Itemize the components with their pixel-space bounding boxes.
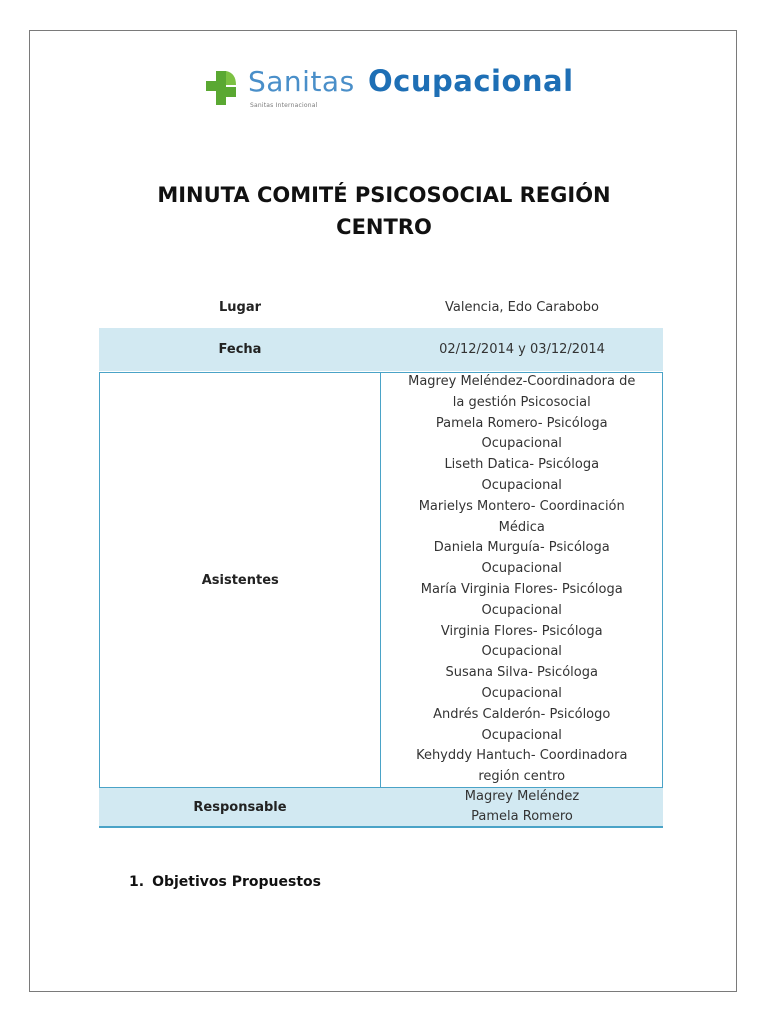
asistentes-line: Pamela Romero- Psicóloga (435, 415, 608, 431)
document-page (29, 30, 737, 992)
responsable-value (381, 788, 663, 826)
asistentes-line: región centro (478, 769, 566, 785)
lugar-value: Valencia, Edo Carabobo (444, 300, 599, 315)
asistentes-line: Ocupacional (481, 561, 562, 577)
table-row-asistentes (99, 372, 663, 788)
logo-subtitle: Sanitas Internacional (250, 102, 318, 109)
asistentes-line: la gestión Psicosocial (452, 394, 591, 410)
section-number: 1. (129, 874, 145, 890)
asistentes-line: Daniela Murguía- Psicóloga (433, 540, 610, 556)
responsable-line: Magrey Meléndez (464, 789, 580, 804)
asistentes-line: Susana Silva- Psicóloga (445, 665, 598, 681)
asistentes-line: Ocupacional (481, 727, 562, 743)
responsable-line: Pamela Romero (471, 809, 573, 824)
asistentes-line: Ocupacional (481, 436, 562, 452)
asistentes-line: Médica (498, 519, 545, 535)
asistentes-line: Magrey Meléndez-Coordinadora de (408, 374, 636, 390)
page-title-line-2: CENTRO (336, 215, 432, 239)
section-heading-objetivos (129, 874, 321, 890)
fecha-value: 02/12/2014 y 03/12/2014 (439, 342, 605, 357)
asistentes-line: Virginia Flores- Psicóloga (440, 623, 603, 639)
asistentes-line: Marielys Montero- Coordinación (418, 498, 625, 514)
page-title-line-1: MINUTA COMITÉ PSICOSOCIAL REGIÓN (157, 183, 611, 207)
asistentes-line: Ocupacional (481, 478, 562, 494)
fecha-label: Fecha (218, 342, 262, 357)
table-row-responsable (99, 788, 663, 828)
sanitas-ocupacional-logo (202, 64, 574, 117)
section-title: Objetivos Propuestos (152, 874, 321, 890)
responsable-label: Responsable (193, 799, 287, 815)
asistentes-line: Andrés Calderón- Psicólogo (433, 706, 611, 722)
asistentes-line: María Virginia Flores- Psicóloga (420, 582, 623, 597)
sanitas-cross-icon (202, 69, 240, 107)
logo-name-bold: Ocupacional (368, 64, 574, 98)
page-title (110, 179, 658, 243)
asistentes-line: Ocupacional (481, 685, 562, 701)
asistentes-line: Ocupacional (481, 602, 562, 618)
asistentes-line: Kehyddy Hantuch- Coordinadora (416, 748, 628, 764)
minutes-info-table (99, 287, 663, 828)
asistentes-value (381, 373, 662, 787)
table-row-lugar (99, 287, 663, 328)
lugar-label: Lugar (218, 300, 262, 315)
asistentes-line: Liseth Datica- Psicóloga (444, 457, 600, 473)
logo-name-light: Sanitas (248, 65, 355, 98)
asistentes-label: Asistentes (100, 373, 381, 787)
asistentes-line: Ocupacional (481, 644, 562, 660)
table-row-fecha (99, 328, 663, 371)
